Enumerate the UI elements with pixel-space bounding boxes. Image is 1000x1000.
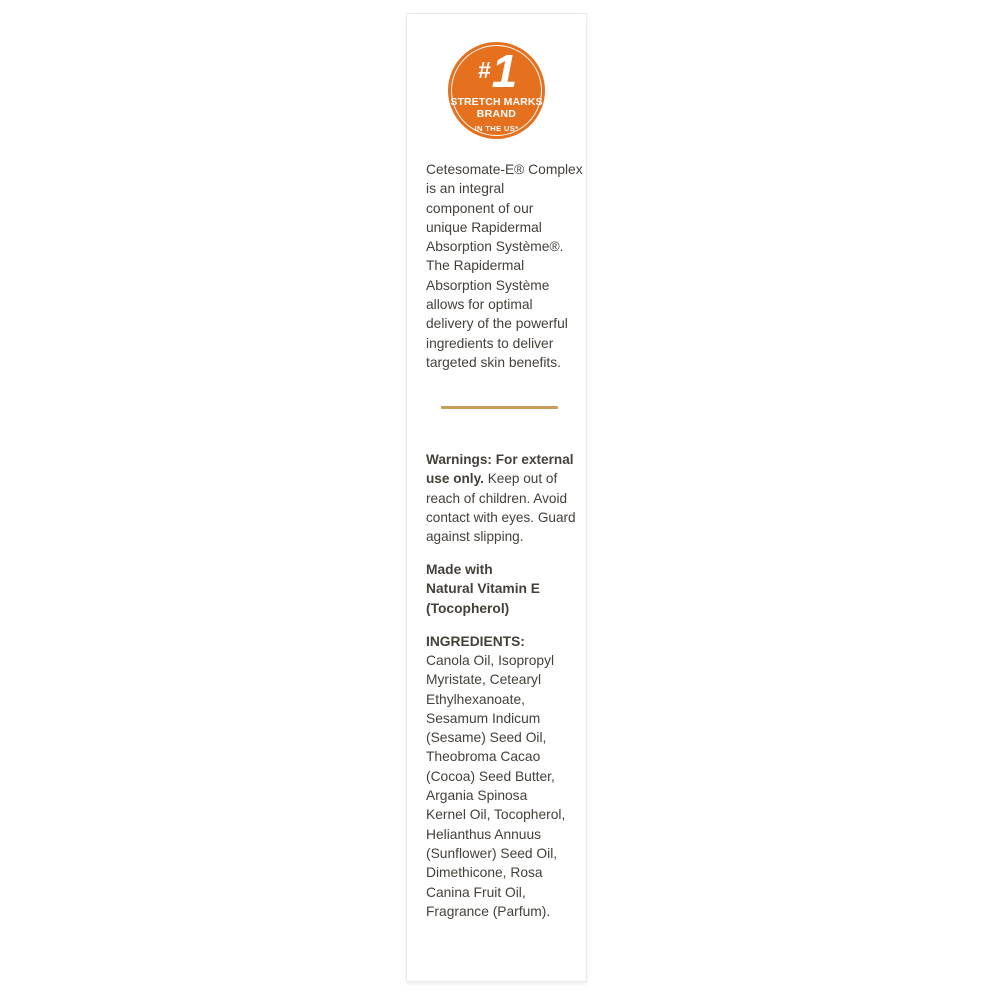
section-divider-line: [441, 406, 558, 409]
badge-number: [477, 45, 516, 98]
intro-paragraph: Cetesomate-E® Complex is an integral component of our unique Rapidermal Absorption Système®. The Rapidermal Absorption Système allows for optimal delivery of the powerful ingredients to deliver targeted skin benefits.: [426, 162, 583, 370]
warnings-paragraph: [426, 450, 578, 546]
badge-line-brand: BRAND: [476, 107, 517, 120]
badge-hash-sign: #: [477, 57, 491, 84]
made-with-block: Made with Natural Vitamin E (Tocopherol): [426, 562, 540, 616]
ingredients-heading: INGREDIENTS:: [426, 634, 525, 649]
badge-line-region: IN THE US*: [474, 123, 519, 133]
badge-line-stretch-marks: STRETCH MARKS: [450, 95, 543, 108]
product-label-panel: [406, 13, 587, 982]
ingredients-list: Canola Oil, Isopropyl Myristate, Cetearyl Ethylhexanoate, Sesamum Indicum (Sesame) Seed Oil, Theobroma Cacao (Cocoa) Seed Butter, Argania Spinosa Kernel Oil, Tocopherol, Helianthus Annuus (Sunflower) Seed Oil, Dimethicone, Rosa Canina Fruit Oil, Fragrance (Parfum).: [426, 653, 566, 919]
warnings-bold-lead: Warnings: For external use only.: [426, 452, 574, 487]
badge-digit: 1: [491, 45, 516, 98]
number-one-badge: [448, 42, 545, 139]
warnings-body-text: Keep out of reach of children. Avoid contact with eyes. Guard against slipping.: [426, 471, 576, 545]
